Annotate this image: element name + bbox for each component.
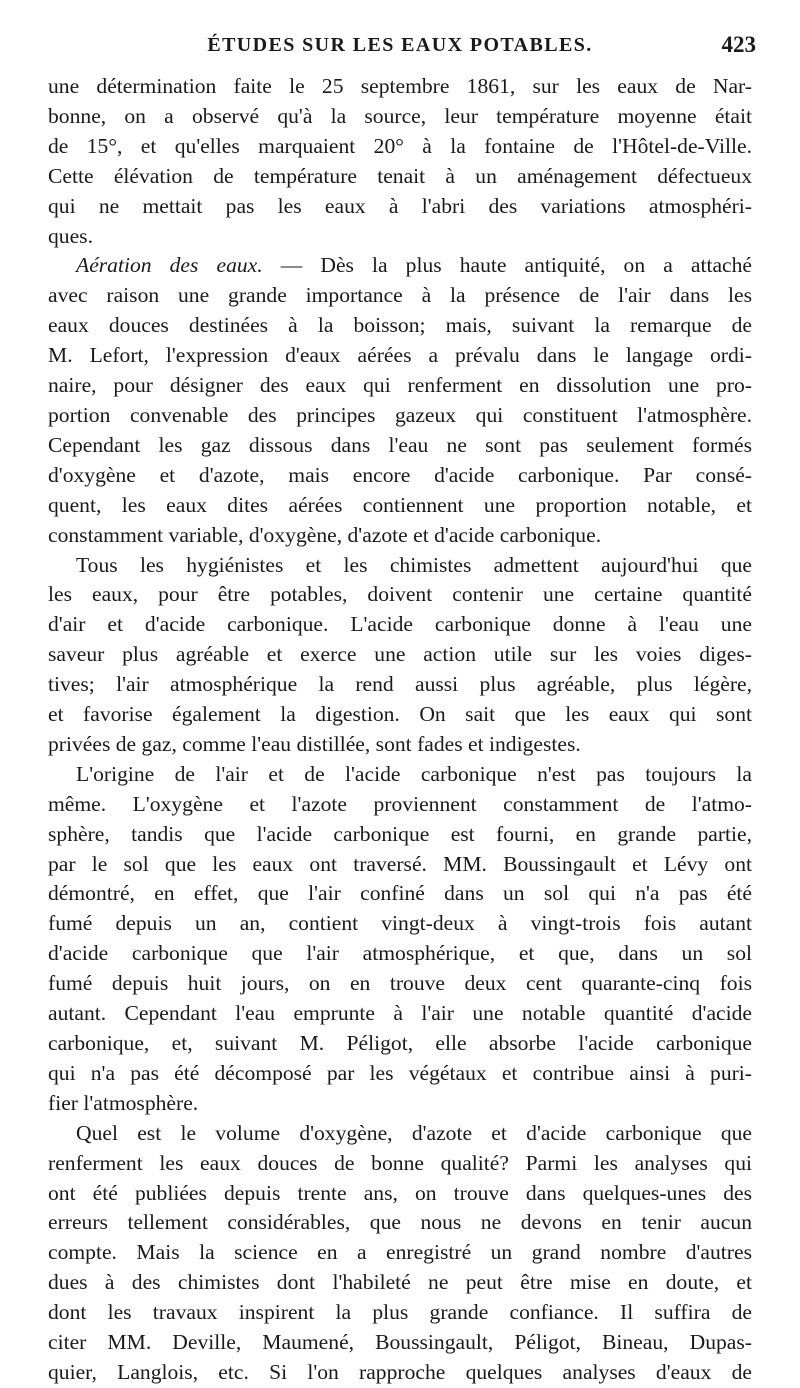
text-line: bonne, on a observé qu'à la source, leur température moyenne était [48, 103, 752, 128]
paragraph-1 [48, 72, 752, 251]
text-line: carbonique, et, suivant M. Péligot, elle absorbe l'acide carbonique [48, 1031, 752, 1055]
text-line: citer MM. Deville, Maumené, Boussingault, Péligot, Bineau, Dupas- [48, 1330, 752, 1355]
text-line: portion convenable des principes gazeux qui constituent l'atmosphère. [48, 402, 752, 427]
text-line: démontré, en effet, que l'air confiné dans un sol qui n'a pas été [48, 881, 752, 906]
text-line: même. L'oxygène et l'azote proviennent constamment de l'atmo- [48, 791, 752, 816]
page-number: 423 [721, 32, 756, 57]
text-line: Quel est le volume d'oxygène, d'azote et d'acide carbonique que [76, 1120, 752, 1145]
text-line: quent, les eaux dites aérées contiennent une proportion notable, et [48, 492, 752, 517]
text-line: par le sol que les eaux ont traversé. MM. Boussingault et Lévy ont [48, 851, 752, 876]
running-head [48, 32, 756, 72]
text-line: Cette élévation de température tenait à un aménagement défectueux [48, 163, 752, 188]
section-heading: Aération des eaux. [76, 253, 263, 278]
text-line: une détermination faite le 25 septembre 1861, sur les eaux de Nar- [48, 74, 752, 98]
text-line: sphère, tandis que l'acide carbonique est fourni, en grande partie, [48, 821, 752, 846]
text-line: L'origine de l'air et de l'acide carbonique n'est pas toujours la [76, 761, 752, 786]
text-line: constamment variable, d'oxygène, d'azote et d'acide carbonique. [48, 522, 602, 547]
paragraph-5 [48, 1119, 752, 1388]
paragraph-2 [48, 251, 752, 550]
text-line: d'acide carbonique que l'air atmosphérique, et que, dans un sol [48, 941, 752, 966]
text-line: eaux douces destinées à la boisson; mais, suivant la remarque de [48, 313, 752, 338]
text-line: fier l'atmosphère. [48, 1090, 199, 1115]
text-line: dues à des chimistes dont l'habileté ne peut être mise en doute, et [48, 1270, 752, 1295]
body-text [48, 72, 752, 1388]
text-line: dont les travaux inspirent la plus grande confiance. Il suffira de [48, 1300, 752, 1325]
text-line: saveur plus agréable et exerce une action utile sur les voies diges- [48, 642, 752, 667]
text-line: et favorise également la digestion. On sait que les eaux qui sont [48, 702, 752, 727]
text-line: d'oxygène et d'azote, mais encore d'acide carbonique. Par consé- [48, 462, 752, 487]
text-line: M. Lefort, l'expression d'eaux aérées a prévalu dans le langage ordi- [48, 343, 752, 368]
text-line: Tous les hygiénistes et les chimistes admettent aujourd'hui que [76, 552, 752, 577]
text-line: ont été publiées depuis trente ans, on trouve dans quelques-unes des [48, 1180, 752, 1205]
text-line: Cependant les gaz dissous dans l'eau ne sont pas seulement formés [48, 432, 752, 457]
text-line: qui ne mettait pas les eaux à l'abri des variations atmosphéri- [48, 193, 752, 218]
running-title: ÉTUDES SUR LES EAUX POTABLES. [207, 34, 593, 56]
text-fragment: — Dès la plus haute antiquité, on a attaché [262, 253, 752, 278]
text-line: les eaux, pour être potables, doivent contenir une certaine quantité [48, 582, 752, 607]
text-line: qui n'a pas été décomposé par les végétaux et contribue ainsi à puri- [48, 1060, 752, 1085]
book-page [48, 32, 756, 1388]
text-line: naire, pour désigner des eaux qui renferment en dissolution une pro- [48, 373, 752, 398]
text-line: de 15°, et qu'elles marquaient 20° à la fontaine de l'Hôtel-de-Ville. [48, 133, 752, 158]
text-line: renferment les eaux douces de bonne qualité? Parmi les analyses qui [48, 1150, 752, 1175]
text-line: autant. Cependant l'eau emprunte à l'air une notable quantité d'acide [48, 1001, 752, 1026]
text-line-with-heading [48, 251, 752, 281]
text-line: avec raison une grande importance à la présence de l'air dans les [48, 283, 752, 308]
text-line: d'air et d'acide carbonique. L'acide carbonique donne à l'eau une [48, 612, 752, 637]
paragraph-4 [48, 760, 752, 1119]
text-line: fumé depuis huit jours, on en trouve deux cent quarante-cinq fois [48, 971, 752, 996]
text-line: tives; l'air atmosphérique la rend aussi plus agréable, plus légère, [48, 672, 752, 697]
text-line: erreurs tellement considérables, que nous ne devons en tenir aucun [48, 1210, 752, 1235]
text-line: ques. [48, 223, 93, 248]
text-line: compte. Mais la science en a enregistré un grand nombre d'autres [48, 1240, 752, 1265]
paragraph-3 [48, 551, 752, 760]
text-line: quier, Langlois, etc. Si l'on rapproche quelques analyses d'eaux de [48, 1359, 752, 1384]
text-line: fumé depuis un an, contient vingt-deux à vingt-trois fois autant [48, 911, 752, 936]
text-line: privées de gaz, comme l'eau distillée, sont fades et indigestes. [48, 731, 581, 756]
